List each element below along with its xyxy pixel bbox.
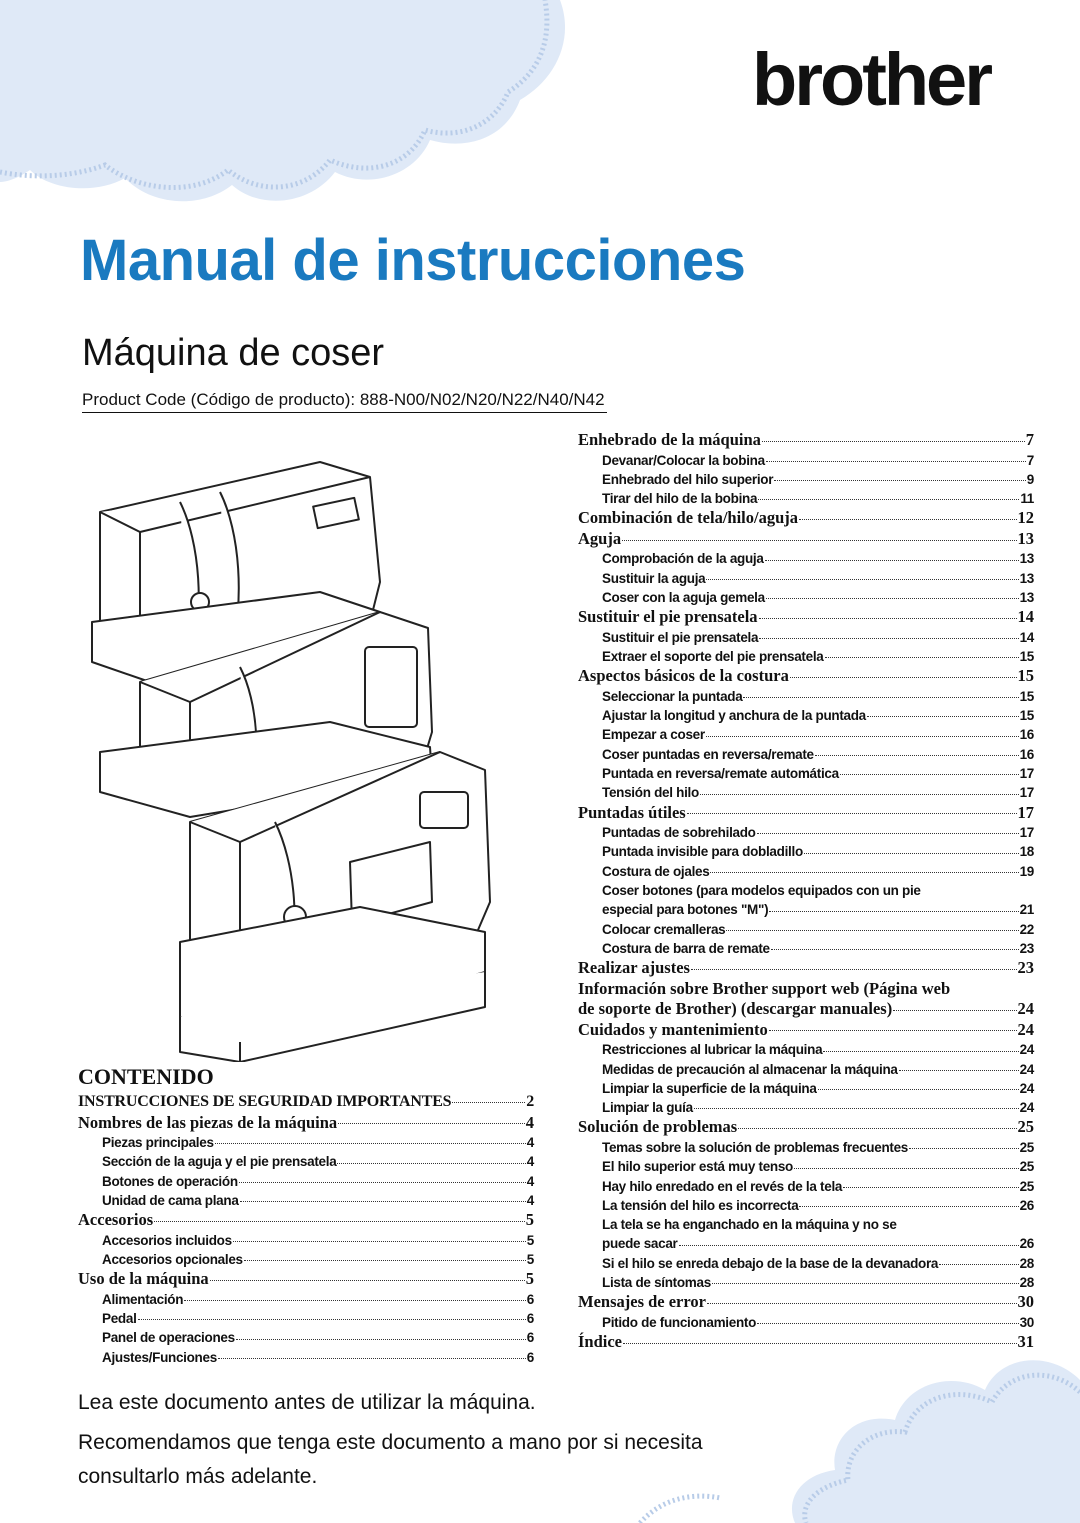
toc-page-number: 26 <box>1019 1197 1034 1213</box>
toc-leader-dots <box>818 1082 1019 1090</box>
toc-section <box>578 803 1034 824</box>
toc-leader-dots <box>790 668 1017 678</box>
toc-leader-dots <box>843 1179 1018 1187</box>
toc-section <box>578 1292 1034 1313</box>
toc-leader-dots <box>184 1293 526 1301</box>
toc-label: Coser botones (para modelos equipados con un pie <box>602 883 921 899</box>
toc-label: Temas sobre la solución de problemas frecuentes <box>602 1139 909 1155</box>
toc-page-number: 6 <box>526 1311 534 1327</box>
toc-label: Puntada invisible para dobladillo <box>602 844 803 860</box>
toc-section <box>578 979 1034 1020</box>
toc-page-number: 13 <box>1019 551 1034 567</box>
toc-leader-dots <box>623 1334 1016 1344</box>
toc-page-number: 2 <box>526 1093 534 1110</box>
toc-subsection <box>578 823 1034 842</box>
toc-label: INSTRUCCIONES DE SEGURIDAD IMPORTANTES <box>78 1093 452 1110</box>
toc-page-number: 24 <box>1019 1061 1034 1077</box>
toc-subsection <box>578 881 1034 920</box>
toc-page-number: 7 <box>1026 452 1034 468</box>
toc-label: Ajustar la longitud y anchura de la puntada <box>602 708 866 724</box>
toc-leader-dots <box>236 1331 526 1339</box>
toc-label: Nombres de las piezas de la máquina <box>78 1112 338 1132</box>
note-read-first: Lea este documento antes de utilizar la máquina. <box>78 1391 536 1414</box>
toc-subsection <box>78 1152 534 1171</box>
toc-leader-dots <box>218 1351 526 1359</box>
toc-label: Enhebrado del hilo superior <box>602 471 774 487</box>
toc-subsection <box>578 1079 1034 1098</box>
toc-page-number: 4 <box>526 1154 534 1170</box>
toc-subsection <box>578 470 1034 489</box>
toc-label: Lista de síntomas <box>602 1275 711 1290</box>
toc-leader-dots <box>244 1253 526 1261</box>
toc-page-number: 13 <box>1017 528 1034 548</box>
toc-label: Accesorios incluidos <box>102 1232 232 1248</box>
toc-label: Extraer el soporte del pie prensatela <box>602 649 824 665</box>
page-subtitle: Máquina de coser <box>82 332 385 374</box>
toc-page-number: 16 <box>1019 727 1034 743</box>
toc-page-number: 26 <box>1019 1236 1034 1252</box>
toc-page-number: 13 <box>1019 570 1034 586</box>
toc-label: Puntadas útiles <box>578 802 686 822</box>
toc-page-number: 4 <box>525 1112 534 1132</box>
toc-page-number: 17 <box>1017 802 1034 822</box>
toc-label: Sustituir la aguja <box>602 570 706 586</box>
toc-label: Puntadas de sobrehilado <box>602 825 756 841</box>
toc-label: Panel de operaciones <box>102 1330 235 1346</box>
toc-page-number: 24 <box>1017 999 1034 1019</box>
toc-page-number: 22 <box>1019 921 1034 937</box>
toc-leader-dots <box>899 1062 1019 1070</box>
toc-label: Coser con la aguja gemela <box>602 589 765 605</box>
toc-leader-dots <box>766 453 1026 461</box>
toc-leader-dots <box>758 492 1019 500</box>
toc-subsection <box>578 1215 1034 1254</box>
toc-label: Tirar del hilo de la bobina <box>602 491 758 507</box>
toc-leader-dots <box>679 1237 1019 1245</box>
toc-label: La tela se ha enganchado en la máquina y no se <box>602 1217 897 1233</box>
product-code: Product Code (Código de producto): 888-N00/N02/N20/N22/N40/N42 <box>82 389 607 413</box>
toc-section <box>578 508 1034 529</box>
toc-leader-dots <box>154 1212 525 1222</box>
note-keep-document-cont: consultarlo más adelante. <box>78 1465 318 1488</box>
toc-label: Pitido de funcionamiento <box>602 1314 757 1330</box>
toc-label: Realizar ajustes <box>578 958 690 978</box>
toc-label: Ajustes/Funciones <box>102 1349 217 1365</box>
toc-leader-dots <box>743 690 1018 698</box>
toc-subsection <box>578 451 1034 470</box>
toc-label: Si el hilo se enreda debajo de la base de la devanadora <box>602 1255 939 1271</box>
toc-page-number: 6 <box>526 1349 534 1365</box>
toc-page-number: 25 <box>1017 1117 1034 1137</box>
toc-subsection <box>78 1133 534 1152</box>
toc-section <box>578 1117 1034 1138</box>
toc-page-number: 5 <box>526 1251 534 1267</box>
toc-leader-dots <box>240 1194 526 1202</box>
toc-label: Colocar cremalleras <box>602 921 726 937</box>
toc-leader-dots <box>706 572 1018 580</box>
toc-label-continued: especial para botones "M") <box>602 902 769 918</box>
toc-page-number: 17 <box>1019 785 1034 801</box>
toc-leader-dots <box>825 650 1019 658</box>
toc-label: Aguja <box>578 528 622 548</box>
toc-label: Accesorios <box>78 1210 154 1230</box>
toc-leader-dots <box>799 1199 1018 1207</box>
toc-subsection <box>578 1138 1034 1157</box>
toc-leader-dots <box>687 804 1017 814</box>
toc-section <box>78 1210 534 1231</box>
toc-subsection <box>578 842 1034 861</box>
toc-label: Información sobre Brother support web (Página web <box>578 978 951 998</box>
toc-leader-dots <box>762 432 1025 442</box>
toc-leader-dots <box>909 1141 1019 1149</box>
toc-page-number: 17 <box>1019 766 1034 782</box>
toc-page-number: 28 <box>1019 1255 1034 1271</box>
toc-leader-dots <box>215 1136 526 1144</box>
toc-section <box>578 1332 1034 1353</box>
toc-leader-dots <box>707 1294 1017 1304</box>
toc-subsection <box>578 1098 1034 1117</box>
toc-page-number: 18 <box>1019 844 1034 860</box>
toc-label: Accesorios opcionales <box>102 1251 243 1267</box>
toc-subsection <box>578 647 1034 666</box>
toc-leader-dots <box>769 903 1018 911</box>
toc-page-number: 4 <box>526 1135 534 1150</box>
toc-page-number: 21 <box>1019 902 1034 918</box>
toc-leader-dots <box>939 1257 1018 1265</box>
toc-leader-dots <box>815 748 1019 756</box>
toc-page-number: 23 <box>1017 958 1034 978</box>
toc-label: Piezas principales <box>102 1135 214 1150</box>
toc-page-number: 25 <box>1019 1178 1034 1194</box>
toc-leader-dots <box>840 767 1019 775</box>
toc-leader-dots <box>759 609 1017 619</box>
toc-subsection <box>578 783 1034 802</box>
toc-page-number: 7 <box>1025 430 1034 449</box>
toc-leader-dots <box>694 1101 1019 1109</box>
toc-leader-dots <box>757 826 1019 834</box>
toc-page-number: 30 <box>1019 1314 1034 1330</box>
toc-section <box>78 1269 534 1290</box>
toc-subsection <box>578 628 1034 647</box>
toc-leader-dots <box>712 1276 1019 1284</box>
toc-subsection <box>78 1250 534 1269</box>
toc-label: Tensión del hilo <box>602 785 699 801</box>
toc-page-number: 12 <box>1017 508 1034 528</box>
toc-page-number: 9 <box>1026 471 1034 487</box>
toc-leader-dots <box>794 1160 1019 1168</box>
toc-label-continued: puede sacar <box>602 1236 678 1252</box>
contents-left-column <box>78 1064 534 1367</box>
sewing-machine-illustration <box>80 432 500 1062</box>
toc-label: Seleccionar la puntada <box>602 688 743 704</box>
toc-label: Aspectos básicos de la costura <box>578 666 789 686</box>
toc-page-number: 15 <box>1017 666 1034 686</box>
toc-leader-dots <box>766 591 1019 599</box>
toc-label: Limpiar la superficie de la máquina <box>602 1080 817 1096</box>
toc-label: Cuidados y mantenimiento <box>578 1019 768 1039</box>
toc-page-number: 24 <box>1019 1080 1034 1096</box>
toc-page-number: 24 <box>1019 1042 1034 1058</box>
toc-page-number: 25 <box>1019 1159 1034 1175</box>
toc-leader-dots <box>769 1021 1017 1031</box>
toc-page-number: 23 <box>1019 940 1034 956</box>
toc-page-number: 4 <box>526 1173 534 1189</box>
toc-page-number: 13 <box>1019 589 1034 605</box>
toc-leader-dots <box>622 531 1016 541</box>
toc-label: Empezar a coser <box>602 727 705 743</box>
toc-subsection <box>578 569 1034 588</box>
toc-label: Puntada en reversa/remate automática <box>602 766 839 782</box>
toc-page-number: 17 <box>1019 825 1034 841</box>
toc-leader-dots <box>823 1043 1018 1051</box>
toc-subsection <box>78 1231 534 1250</box>
toc-section <box>78 1092 534 1113</box>
toc-leader-dots <box>691 960 1017 970</box>
toc-subsection <box>578 1273 1034 1292</box>
toc-subsection <box>578 725 1034 744</box>
toc-subsection <box>578 920 1034 939</box>
contents-heading: CONTENIDO <box>78 1064 214 1089</box>
toc-label: La tensión del hilo es incorrecta <box>602 1197 799 1213</box>
toc-subsection <box>578 1040 1034 1059</box>
toc-label: Solución de problemas <box>578 1117 738 1137</box>
toc-label: Índice <box>578 1332 623 1352</box>
contents-right-column <box>578 430 1034 1353</box>
toc-subsection <box>578 939 1034 958</box>
toc-page-number: 5 <box>525 1210 534 1230</box>
toc-leader-dots <box>738 1119 1016 1129</box>
toc-subsection <box>578 1060 1034 1079</box>
toc-label: Combinación de tela/hilo/aguja <box>578 508 799 528</box>
toc-leader-dots <box>771 942 1019 950</box>
toc-page-number: 30 <box>1017 1292 1034 1312</box>
toc-section <box>578 529 1034 550</box>
toc-leader-dots <box>804 845 1019 853</box>
toc-label: Enhebrado de la máquina <box>578 430 761 449</box>
toc-leader-dots <box>700 786 1019 794</box>
toc-label: Hay hilo enredado en el revés de la tela <box>602 1178 843 1194</box>
toc-section <box>578 1020 1034 1041</box>
toc-subsection <box>578 1313 1034 1332</box>
toc-leader-dots <box>239 1174 526 1182</box>
toc-page-number: 15 <box>1019 649 1034 665</box>
toc-label: Botones de operación <box>102 1173 238 1189</box>
toc-subsection <box>578 549 1034 568</box>
toc-label: Costura de barra de remate <box>602 940 770 956</box>
toc-leader-dots <box>765 552 1019 560</box>
toc-label: Unidad de cama plana <box>102 1192 239 1208</box>
toc-page-number: 5 <box>525 1269 534 1289</box>
toc-label: Sustituir el pie prensatela <box>578 607 758 627</box>
toc-leader-dots <box>867 709 1019 717</box>
toc-label: Limpiar la guía <box>602 1100 693 1116</box>
toc-subsection <box>78 1172 534 1191</box>
toc-label-continued: de soporte de Brother) (descargar manuales) <box>578 999 893 1019</box>
toc-subsection <box>578 745 1034 764</box>
toc-page-number: 24 <box>1017 1019 1034 1039</box>
toc-section <box>578 666 1034 687</box>
toc-label: Uso de la máquina <box>78 1269 209 1289</box>
toc-leader-dots <box>759 631 1018 639</box>
toc-leader-dots <box>706 728 1019 736</box>
toc-subsection <box>578 588 1034 607</box>
toc-section <box>578 430 1034 451</box>
toc-section <box>578 607 1034 628</box>
toc-subsection <box>578 489 1034 508</box>
toc-subsection <box>78 1348 534 1367</box>
note-keep-document: Recomendamos que tenga este documento a mano por si necesita <box>78 1431 703 1454</box>
toc-leader-dots <box>726 923 1018 931</box>
toc-leader-dots <box>710 865 1018 873</box>
toc-subsection <box>578 1177 1034 1196</box>
toc-page-number: 11 <box>1020 491 1034 507</box>
toc-page-number: 28 <box>1019 1275 1034 1290</box>
toc-section <box>78 1113 534 1134</box>
toc-label: Comprobación de la aguja <box>602 551 764 567</box>
toc-subsection <box>578 1196 1034 1215</box>
toc-page-number: 16 <box>1019 746 1034 762</box>
toc-subsection <box>578 1254 1034 1273</box>
toc-label: Medidas de precaución al almacenar la máquina <box>602 1061 898 1077</box>
toc-leader-dots <box>452 1093 525 1103</box>
toc-page-number: 5 <box>526 1232 534 1248</box>
toc-label: Alimentación <box>102 1291 184 1307</box>
toc-page-number: 14 <box>1019 629 1034 645</box>
toc-label: Restricciones al lubricar la máquina <box>602 1042 823 1058</box>
toc-leader-dots <box>893 1001 1016 1011</box>
toc-leader-dots <box>233 1234 526 1242</box>
toc-label: Sustituir el pie prensatela <box>602 629 759 645</box>
toc-page-number: 15 <box>1019 708 1034 724</box>
toc-page-number: 31 <box>1017 1332 1034 1352</box>
toc-subsection <box>578 687 1034 706</box>
toc-leader-dots <box>799 510 1016 520</box>
toc-label: Coser puntadas en reversa/remate <box>602 746 814 762</box>
toc-leader-dots <box>338 1114 525 1124</box>
toc-subsection <box>578 706 1034 725</box>
toc-page-number: 25 <box>1019 1139 1034 1155</box>
toc-page-number: 15 <box>1019 688 1034 704</box>
toc-leader-dots <box>138 1312 526 1320</box>
toc-label: Costura de ojales <box>602 863 710 879</box>
toc-page-number: 19 <box>1019 863 1034 879</box>
toc-subsection <box>78 1290 534 1309</box>
toc-leader-dots <box>757 1316 1019 1324</box>
page-title: Manual de instrucciones <box>80 228 746 293</box>
toc-label: Sección de la aguja y el pie prensatela <box>102 1154 337 1170</box>
toc-label: El hilo superior está muy tenso <box>602 1159 793 1175</box>
brand-logo: brother <box>752 38 990 121</box>
toc-subsection <box>578 1157 1034 1176</box>
toc-subsection <box>78 1309 534 1328</box>
toc-page-number: 6 <box>526 1330 534 1346</box>
toc-leader-dots <box>210 1271 525 1281</box>
toc-page-number: 24 <box>1019 1100 1034 1116</box>
toc-leader-dots <box>774 473 1026 481</box>
toc-page-number: 6 <box>526 1291 534 1307</box>
toc-page-number: 14 <box>1017 607 1034 627</box>
toc-label: Mensajes de error <box>578 1292 706 1312</box>
toc-subsection <box>78 1328 534 1347</box>
toc-subsection <box>578 862 1034 881</box>
toc-label: Devanar/Colocar la bobina <box>602 452 765 468</box>
toc-label: Pedal <box>102 1311 137 1327</box>
toc-page-number: 4 <box>526 1192 534 1208</box>
toc-subsection <box>78 1191 534 1210</box>
toc-section <box>578 958 1034 979</box>
toc-subsection <box>578 764 1034 783</box>
toc-leader-dots <box>337 1155 525 1163</box>
